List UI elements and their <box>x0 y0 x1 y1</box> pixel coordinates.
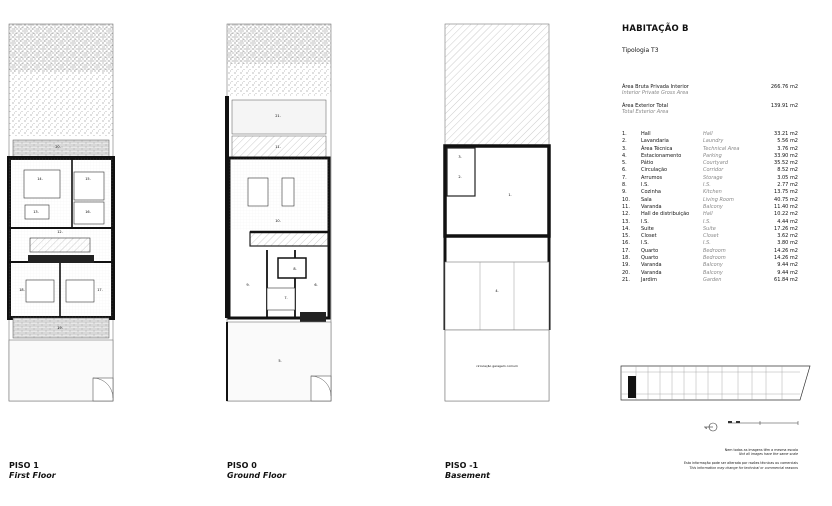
room-row <box>622 226 798 233</box>
room-row <box>622 233 798 240</box>
room-en: Bedroom <box>703 247 726 254</box>
room-pt: Hall <box>641 131 651 137</box>
room-v: 4.44 m2 <box>777 218 798 225</box>
note-change-pt: Esta informação pode ser alterada por razões técnicas ou comerciais <box>683 461 798 466</box>
room-v: 9.44 m2 <box>777 262 798 269</box>
label-13: 13. <box>33 210 39 214</box>
room-pt: Varanda <box>641 269 662 276</box>
room-v: 2.77 m2 <box>777 182 798 189</box>
room-en: Laundry <box>703 138 724 145</box>
room-en: I.S. <box>703 218 711 225</box>
room-pt: I.S. <box>641 240 649 247</box>
room-v: 14.26 m2 <box>774 247 798 254</box>
room-en: Courtyard <box>703 160 728 167</box>
label-20: 20. <box>55 145 61 149</box>
key-plan <box>621 366 810 400</box>
note-change-en: This information may change for technical or commercial reasons <box>689 465 798 470</box>
label-2: 2. <box>458 175 462 179</box>
room-pt: Hall de distribuição <box>641 211 690 218</box>
room-en: Hall <box>703 211 713 218</box>
room-row <box>622 131 798 138</box>
floor-label-ground <box>227 461 286 481</box>
room-v: 3.80 m2 <box>777 240 798 247</box>
label-19: 19. <box>57 326 63 330</box>
page-subtitle: Tipologia T3 <box>622 47 659 54</box>
floor-label-first <box>9 461 56 481</box>
room-row <box>622 197 798 204</box>
floor-first-pt: PISO 1 <box>9 461 39 470</box>
room-n: 14. <box>622 225 630 232</box>
label-15: 15. <box>85 177 91 181</box>
room-pt: I.S. <box>641 218 649 225</box>
room-v: 17.26 m2 <box>774 225 798 232</box>
room-n: 3. <box>622 145 627 152</box>
label-12: 12. <box>57 230 63 234</box>
area-interior <box>622 84 798 96</box>
room-v: 33.21 m2 <box>774 131 798 137</box>
area-exterior-label-en: Total Exterior Area <box>622 109 669 115</box>
notes <box>620 448 798 470</box>
label-7: 7. <box>284 296 288 300</box>
room-en: Living Room <box>703 196 734 203</box>
room-pt: Pátio <box>641 160 654 167</box>
room-v: 33.90 m2 <box>774 152 798 159</box>
room-en: I.S. <box>703 240 711 247</box>
floor-ground-pt: PISO 0 <box>227 461 257 470</box>
label-18: 18. <box>19 288 25 292</box>
room-pt: Sala <box>641 196 652 203</box>
label-5: 5. <box>278 359 282 363</box>
floor-basement-pt: PISO -1 <box>445 461 479 470</box>
room-v: 14.26 m2 <box>774 255 798 262</box>
room-pt: Lavandaria <box>641 138 669 145</box>
room-en: I.S. <box>703 182 711 189</box>
floor-basement-en: Basement <box>445 471 490 480</box>
room-pt: I.S. <box>641 182 649 189</box>
room-v: 13.75 m2 <box>774 189 798 196</box>
room-pt: Área Técnica <box>641 145 673 152</box>
room-row <box>622 219 798 226</box>
room-n: 6. <box>622 167 627 174</box>
area-interior-value: 266.76 m2 <box>770 84 798 90</box>
floor-first-en: First Floor <box>9 471 56 480</box>
area-exterior-label: Área Exterior Total <box>622 103 669 109</box>
label-6: 6. <box>314 283 318 287</box>
note-scale-pt: Nem todas as imagens têm a mesma escala <box>724 448 798 452</box>
room-n: 19. <box>622 262 630 269</box>
label-9: 9. <box>246 283 250 287</box>
label-14: 14. <box>37 177 43 181</box>
room-pt: Quarto <box>641 247 659 254</box>
room-pt: Cozinha <box>641 189 661 196</box>
floor-ground-en: Ground Floor <box>227 471 287 480</box>
room-row <box>622 146 798 153</box>
room-pt: Suite <box>641 225 654 232</box>
room-en: Balcony <box>703 262 723 269</box>
room-en: Closet <box>703 233 719 240</box>
label-21: 21. <box>275 114 281 118</box>
room-pt: Jardim <box>641 276 657 283</box>
room-en: Kitchen <box>703 189 722 196</box>
room-n: 13. <box>622 218 630 225</box>
room-n: 8. <box>622 182 627 189</box>
room-row <box>622 240 798 247</box>
area-exterior <box>622 103 798 115</box>
label-4: 4. <box>495 289 499 293</box>
room-v: 35.52 m2 <box>774 160 798 167</box>
floor-label-basement <box>445 461 490 481</box>
room-n: 21. <box>622 276 630 283</box>
room-pt: Circulação <box>641 167 668 174</box>
area-interior-label-en: Interior Private Gross Area <box>622 90 689 96</box>
room-pt: Arrumos <box>641 174 663 181</box>
room-row <box>622 211 798 218</box>
room-en: Hall <box>703 131 713 137</box>
room-en: Parking <box>703 152 722 159</box>
room-v: 61.84 m2 <box>774 276 798 283</box>
room-en: Bedroom <box>703 255 726 262</box>
room-n: 20. <box>622 269 630 276</box>
garage-text: circulação garagem comum <box>476 364 518 368</box>
room-n: 18. <box>622 255 630 262</box>
room-row <box>622 277 798 284</box>
room-row <box>622 255 798 262</box>
room-n: 10. <box>622 196 630 203</box>
plan-ground-floor <box>227 24 331 401</box>
room-n: 15. <box>622 233 630 240</box>
room-v: 11.40 m2 <box>774 203 798 210</box>
label-10: 10. <box>275 219 281 223</box>
room-row <box>622 182 798 189</box>
label-11: 11. <box>275 145 281 149</box>
room-n: 4. <box>622 152 627 159</box>
room-row <box>622 270 798 277</box>
room-row <box>622 248 798 255</box>
room-pt: Quarto <box>641 255 659 262</box>
room-pt: Varanda <box>641 262 662 269</box>
scale-bar-icon <box>728 421 798 425</box>
room-pt: Varanda <box>641 203 662 210</box>
room-n: 2. <box>622 138 627 145</box>
room-row <box>622 175 798 182</box>
room-v: 5.56 m2 <box>777 138 798 145</box>
room-en: Corridor <box>703 167 724 174</box>
room-pt: Closet <box>641 233 657 240</box>
room-v: 9.44 m2 <box>777 269 798 276</box>
room-v: 8.52 m2 <box>777 167 798 174</box>
page-title: HABITAÇÃO B <box>622 24 689 34</box>
room-en: Suite <box>703 225 716 232</box>
room-pt: Estacionamento <box>641 152 682 159</box>
room-en: Technical Area <box>703 145 740 152</box>
room-schedule <box>622 131 798 284</box>
room-n: 16. <box>622 240 630 247</box>
room-row <box>622 262 798 269</box>
room-n: 5. <box>622 160 627 167</box>
room-v: 3.05 m2 <box>777 174 798 181</box>
room-v: 3.76 m2 <box>777 145 798 152</box>
room-v: 40.75 m2 <box>774 196 798 203</box>
label-3: 3. <box>458 155 462 159</box>
room-row <box>622 189 798 196</box>
room-row <box>622 160 798 167</box>
room-row <box>622 204 798 211</box>
north-arrow-icon <box>704 423 717 431</box>
room-n: 7. <box>622 174 627 181</box>
area-exterior-value: 139.91 m2 <box>770 103 798 109</box>
label-16: 16. <box>85 210 91 214</box>
room-v: 10.22 m2 <box>774 211 798 218</box>
room-n: 11. <box>622 203 630 210</box>
note-scale-en: Not all images have the same scale <box>739 452 798 457</box>
room-en: Garden <box>703 276 722 283</box>
room-en: Storage <box>703 174 723 181</box>
plan-basement <box>445 24 549 401</box>
room-n: 9. <box>622 189 627 196</box>
room-en: Balcony <box>703 269 723 276</box>
label-1: 1. <box>508 193 512 197</box>
label-17: 17. <box>97 288 103 292</box>
room-v: 3.62 m2 <box>777 233 798 240</box>
plan-first-floor <box>9 24 113 401</box>
room-en: Balcony <box>703 203 723 210</box>
area-interior-label: Área Bruta Privada Interior <box>622 84 689 90</box>
room-n: 1. <box>622 131 627 137</box>
room-row <box>622 167 798 174</box>
room-n: 17. <box>622 247 630 254</box>
label-8: 8. <box>293 267 297 271</box>
room-row <box>622 138 798 145</box>
room-n: 12. <box>622 211 630 218</box>
svg-text:N: N <box>705 426 708 430</box>
